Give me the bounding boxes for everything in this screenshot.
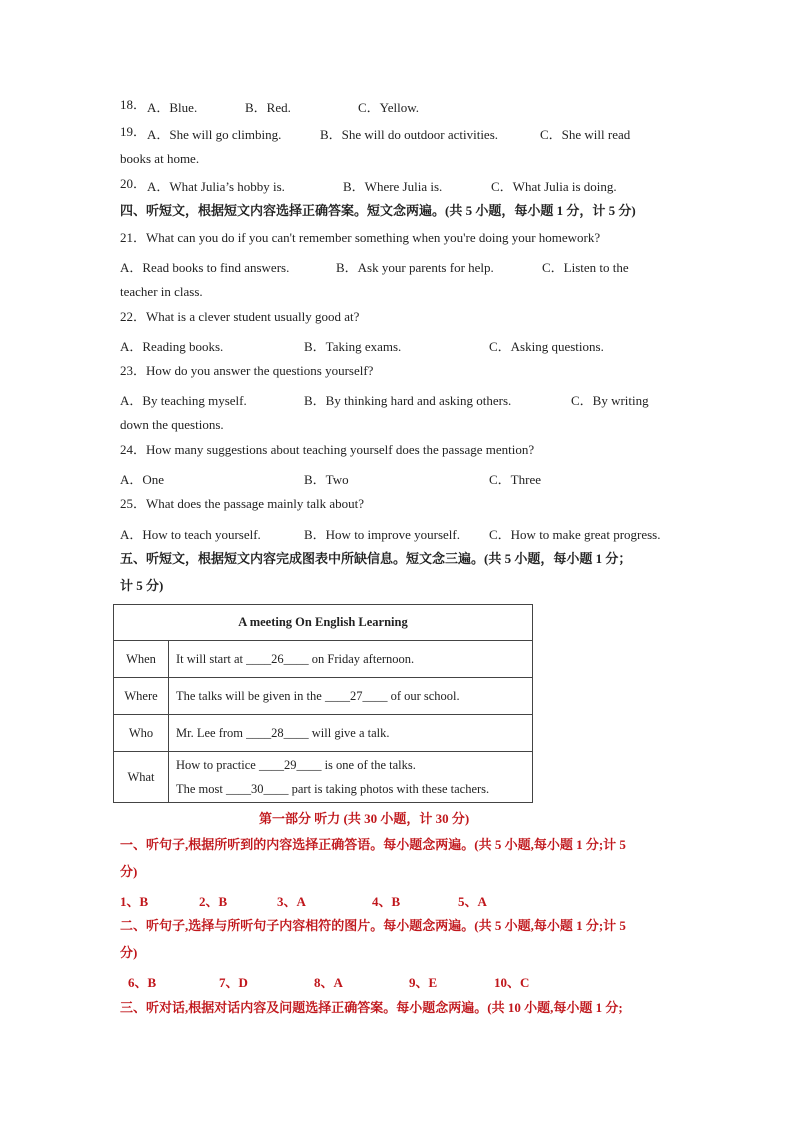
- answer-3: 3、A: [277, 894, 306, 909]
- answer-section-1-heading-line1: 一、听句子,根据所听到的内容选择正确答语。每小题念两遍。(共 5 小题,每小题 1 分;计 5: [120, 837, 626, 852]
- q22-option-b: B．Taking exams.: [304, 339, 402, 354]
- q22-option-c: C．Asking questions.: [489, 339, 604, 354]
- blank-26: ____26____: [246, 651, 309, 666]
- what-line-2: [176, 777, 531, 801]
- row-key-when: When: [114, 641, 169, 678]
- where-text-pre: The talks will be given in the: [176, 688, 325, 703]
- blank-30: ____30____: [226, 782, 289, 796]
- who-text-pre: Mr. Lee from: [176, 725, 247, 740]
- q20-number: 20．: [120, 176, 147, 191]
- where-text-post: of our school.: [387, 688, 460, 703]
- blank-29: ____29____: [258, 758, 322, 772]
- row-value-who: [169, 715, 533, 752]
- q21-question: 21．What can you do if you can't remember something when you're doing your homework?: [120, 230, 601, 245]
- q20-option-a: A．What Julia’s hobby is.: [147, 179, 285, 194]
- table-row: [114, 641, 533, 678]
- what-text-pre-2: The most: [176, 782, 226, 796]
- answer-10: 10、C: [494, 975, 530, 990]
- q23-continuation: down the questions.: [120, 417, 224, 432]
- answer-4: 4、B: [372, 894, 401, 909]
- when-text-pre: It will start at: [176, 651, 247, 666]
- q19-option-b: B．She will do outdoor activities.: [320, 127, 499, 142]
- q21-option-b: B．Ask your parents for help.: [336, 260, 494, 275]
- blank-28: ____28____: [246, 725, 309, 740]
- section-4-heading: 四、听短文，根据短文内容选择正确答案。短文念两遍。(共 5 小题，每小题 1 分，计 5 分): [120, 203, 636, 218]
- q18-option-c: C．Yellow.: [358, 100, 420, 115]
- row-key-what: What: [114, 752, 169, 803]
- what-text-post-2: part is taking photos with these tachers.: [288, 782, 490, 796]
- q21-continuation: teacher in class.: [120, 284, 203, 299]
- q24-option-a: A．One: [120, 472, 165, 487]
- q25-option-a: A．How to teach yourself.: [120, 527, 261, 542]
- when-text-post: on Friday afternoon.: [308, 651, 415, 666]
- q19-option-c: C．She will read: [540, 127, 631, 142]
- q20-option-b: B．Where Julia is.: [343, 179, 443, 194]
- q25-option-b: B．How to improve yourself.: [304, 527, 460, 542]
- q21-option-c: C．Listen to the: [542, 260, 629, 275]
- answer-6: 6、B: [128, 975, 157, 990]
- what-line-1: [176, 753, 531, 777]
- table-row: [114, 678, 533, 715]
- section-5-heading-line1: 五、听短文，根据短文内容完成图表中所缺信息。短文念三遍。(共 5 小题，每小题 1 分；: [120, 551, 632, 566]
- q24-question: 24．How many suggestions about teaching yourself does the passage mention?: [120, 442, 535, 457]
- q23-option-c: C．By writing: [571, 393, 649, 408]
- answer-part-title: 第一部分 听力 (共 30 小题，计 30 分): [259, 811, 470, 826]
- q21-option-a: A．Read books to find answers.: [120, 260, 290, 275]
- table-title: A meeting On English Learning: [114, 605, 533, 641]
- q19-continuation: books at home.: [120, 151, 200, 166]
- q18-option-b: B．Red.: [245, 100, 291, 115]
- row-key-where: Where: [114, 678, 169, 715]
- table-row: [114, 752, 533, 803]
- answer-section-3-heading-line1: 三、听对话,根据对话内容及问题选择正确答案。每小题念两遍。(共 10 小题,每小题 1 分;: [120, 1000, 623, 1015]
- q22-option-a: A．Reading books.: [120, 339, 224, 354]
- blank-27: ____27____: [324, 688, 388, 703]
- answer-8: 8、A: [314, 975, 343, 990]
- row-value-where: [169, 678, 533, 715]
- what-text-post-1: is one of the talks.: [321, 758, 416, 772]
- row-value-when: [169, 641, 533, 678]
- row-value-what: [169, 752, 533, 803]
- table-row: [114, 715, 533, 752]
- q25-question: 25．What does the passage mainly talk about?: [120, 496, 365, 511]
- answer-section-2-heading-line2: 分): [120, 945, 138, 960]
- answer-5: 5、A: [458, 894, 487, 909]
- q24-option-c: C．Three: [489, 472, 541, 487]
- q25-option-c: C．How to make great progress.: [489, 527, 661, 542]
- q19-option-a: A．She will go climbing.: [147, 127, 282, 142]
- answer-section-1-heading-line2: 分): [120, 864, 138, 879]
- meeting-info-table: [113, 604, 533, 803]
- q22-question: 22．What is a clever student usually good at?: [120, 309, 360, 324]
- q23-option-b: B．By thinking hard and asking others.: [304, 393, 512, 408]
- section-5-heading-line2: 计 5 分): [120, 578, 164, 593]
- q23-option-a: A．By teaching myself.: [120, 393, 247, 408]
- row-key-who: Who: [114, 715, 169, 752]
- q18-option-a: A．Blue.: [147, 100, 198, 115]
- q19-number: 19．: [120, 124, 147, 139]
- table-title-row: [114, 605, 533, 641]
- q20-option-c: C．What Julia is doing.: [491, 179, 617, 194]
- q18-number: 18．: [120, 97, 147, 112]
- answer-2: 2、B: [199, 894, 228, 909]
- who-text-post: will give a talk.: [308, 725, 390, 740]
- answer-7: 7、D: [219, 975, 248, 990]
- q24-option-b: B．Two: [304, 472, 349, 487]
- answer-section-2-heading-line1: 二、听句子,选择与所听句子内容相符的图片。每小题念两遍。(共 5 小题,每小题 1 分;计 5: [120, 918, 626, 933]
- q23-question: 23．How do you answer the questions yourself?: [120, 363, 374, 378]
- answer-1: 1、B: [120, 894, 149, 909]
- what-text-pre-1: How to practice: [176, 758, 259, 772]
- answer-9: 9、E: [409, 975, 438, 990]
